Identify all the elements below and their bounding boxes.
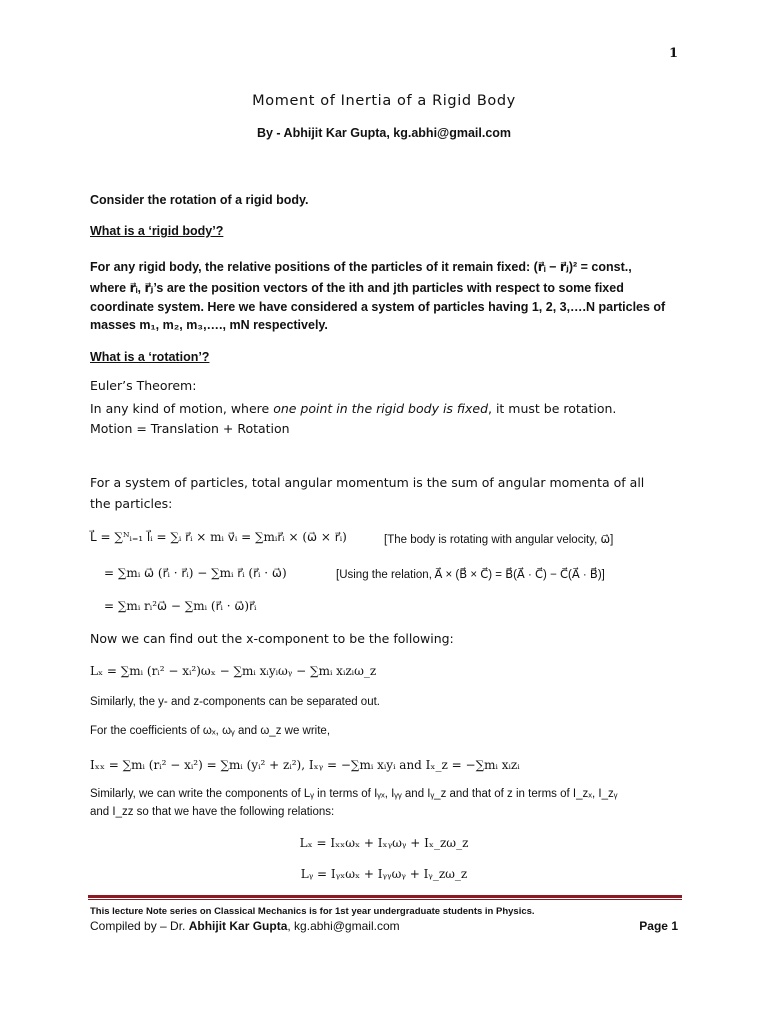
euler-statement-b: one point in the rigid body is fixed bbox=[273, 401, 489, 416]
similarly-text-2-line-2: and I_zz so that we have the following relations: bbox=[90, 806, 335, 818]
equation-inertia-components: Iₓₓ = ∑mᵢ (rᵢ² − xᵢ²) = ∑mᵢ (yᵢ² + zᵢ²), Iₓᵧ = −∑mᵢ xᵢyᵢ and Iₓ_z = −∑mᵢ xᵢzᵢ bbox=[90, 758, 520, 772]
euler-statement-c: , it must be rotation. bbox=[488, 401, 617, 416]
euler-theorem-heading: Euler’s Theorem: bbox=[90, 378, 197, 393]
euler-statement-a: In any kind of motion, where bbox=[90, 401, 274, 416]
footer-note: This lecture Note series on Classical Mechanics is for 1st year undergraduate students in Physics. bbox=[90, 906, 535, 917]
author-line: By - Abhijit Kar Gupta, kg.abhi@gmail.com bbox=[256, 126, 512, 140]
page-number: 1 bbox=[668, 46, 678, 61]
angular-momentum-line-1: For a system of particles, total angular momentum is the sum of angular momenta of all bbox=[90, 475, 645, 490]
intro-text: Consider the rotation of a rigid body. bbox=[90, 193, 309, 207]
footer-rule bbox=[88, 895, 682, 898]
motion-equation: Motion = Translation + Rotation bbox=[90, 421, 290, 436]
equation-angular-momentum-note: [The body is rotating with angular velocity, ω⃗] bbox=[384, 534, 614, 546]
rigid-paragraph-line-3: coordinate system. Here we have considered a system of particles having 1, 2, 3,….N particles of bbox=[90, 300, 666, 314]
coefficients-text: For the coefficients of ωₓ, ωᵧ and ω_z we write, bbox=[90, 725, 331, 737]
footer-compiled-by bbox=[90, 919, 400, 933]
angular-momentum-line-2: the particles: bbox=[90, 496, 173, 511]
equation-lx: Lₓ = ∑mᵢ (rᵢ² − xᵢ²)ωₓ − ∑mᵢ xᵢyᵢωᵧ − ∑mᵢ xᵢzᵢω_z bbox=[90, 664, 377, 678]
equation-angular-momentum: L⃗ = ∑ᴺᵢ₌₁ l⃗ᵢ = ∑ᵢ r⃗ᵢ × mᵢ v⃗ᵢ = ∑mᵢr⃗ᵢ × (ω⃗ × r⃗ᵢ) bbox=[90, 530, 347, 544]
x-component-heading: Now we can find out the x-component to be the following: bbox=[90, 631, 454, 646]
similarly-text-2-line-1: Similarly, we can write the components of Lᵧ in terms of Iᵧₓ, Iᵧᵧ and Iᵧ_z and that of z in terms of I_zₓ, I_zᵧ bbox=[90, 788, 618, 800]
question-rigid-body: What is a ‘rigid body’? bbox=[90, 224, 224, 238]
document-title: Moment of Inertia of a Rigid Body bbox=[252, 93, 516, 109]
relation-lx: Lₓ = Iₓₓωₓ + Iₓᵧωᵧ + Iₓ_zω_z bbox=[299, 836, 469, 850]
euler-statement bbox=[90, 401, 616, 416]
equation-expansion-2: = ∑mᵢ rᵢ²ω⃗ − ∑mᵢ (r⃗ᵢ · ω⃗)r⃗ᵢ bbox=[104, 599, 257, 613]
question-rotation: What is a ‘rotation’? bbox=[90, 350, 210, 364]
equation-expansion-1-note: [Using the relation, A⃗ × (B⃗ × C⃗) = B⃗(A⃗ · C⃗) − C⃗(A⃗ · B⃗)] bbox=[336, 569, 605, 581]
rigid-paragraph-line-4: masses m₁, m₂, m₃,…., mN respectively. bbox=[90, 318, 328, 332]
rigid-paragraph-line-1: For any rigid body, the relative positions of the particles of it remain fixed: (r⃗ᵢ − r⃗ⱼ)² = const., bbox=[90, 260, 632, 274]
footer-page-label: Page 1 bbox=[639, 919, 678, 933]
equation-expansion-1: = ∑mᵢ ω⃗ (r⃗ᵢ · r⃗ᵢ) − ∑mᵢ r⃗ᵢ (r⃗ᵢ · ω⃗) bbox=[104, 566, 287, 580]
rigid-paragraph-line-2: where r⃗ᵢ, r⃗ⱼ’s are the position vectors of the ith and jth particles with respect to some fixed bbox=[90, 281, 624, 295]
footer-compiled-prefix: Compiled by – Dr. bbox=[90, 919, 189, 933]
footer-compiled-name: Abhijit Kar Gupta bbox=[188, 919, 288, 933]
relation-ly: Lᵧ = Iᵧₓωₓ + Iᵧᵧωᵧ + Iᵧ_zω_z bbox=[300, 867, 468, 881]
footer-compiled-email: , kg.abhi@gmail.com bbox=[287, 919, 400, 933]
similarly-text-1: Similarly, the y- and z-components can be separated out. bbox=[90, 696, 380, 708]
footer-rule-thin bbox=[88, 899, 682, 900]
